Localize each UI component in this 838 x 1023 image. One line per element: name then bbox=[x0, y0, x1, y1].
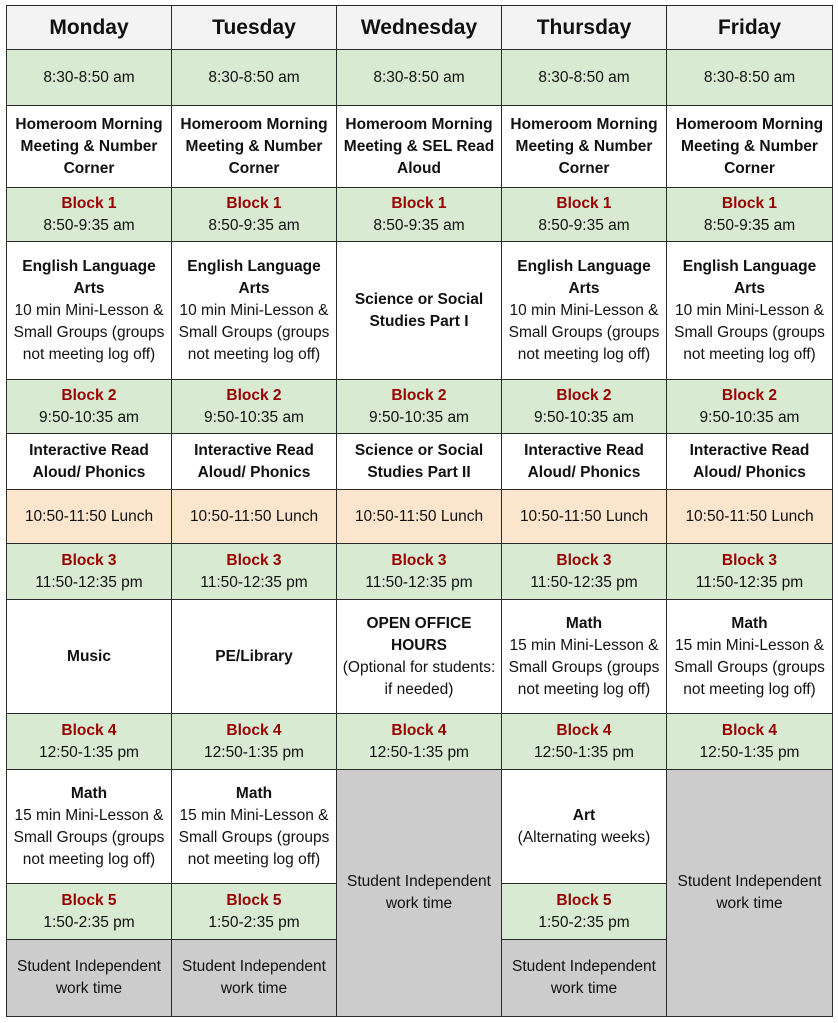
math-desc: 15 min Mini-Lesson & Small Groups (groups not meeting log off) bbox=[178, 806, 330, 868]
block-time: 9:50-10:35 am bbox=[369, 408, 469, 426]
block-time: 12:50-1:35 pm bbox=[204, 743, 304, 761]
block3-cell bbox=[7, 544, 172, 600]
block5-cell bbox=[172, 884, 337, 940]
office-hours-title: OPEN OFFICE HOURS bbox=[366, 614, 472, 654]
independent-work-cell: Student Independent work time bbox=[172, 940, 337, 1017]
block2-cell bbox=[337, 380, 502, 434]
read-aloud-cell: Interactive Read Aloud/ Phonics bbox=[172, 434, 337, 490]
homeroom-cell: Homeroom Morning Meeting & Number Corner bbox=[7, 106, 172, 188]
block-label: Block 4 bbox=[61, 721, 117, 739]
block1-cell bbox=[502, 188, 667, 242]
block2-activity-row bbox=[7, 434, 833, 490]
block-time: 1:50-2:35 pm bbox=[538, 913, 630, 931]
block-time: 8:50-9:35 am bbox=[703, 216, 796, 234]
block1-row bbox=[7, 188, 833, 242]
ela-cell bbox=[7, 242, 172, 380]
independent-work-cell: Student Independent work time bbox=[667, 770, 833, 1017]
homeroom-cell: Homeroom Morning Meeting & Number Corner bbox=[502, 106, 667, 188]
block-time: 12:50-1:35 pm bbox=[369, 743, 469, 761]
music-cell: Music bbox=[7, 600, 172, 714]
block-label: Block 3 bbox=[226, 551, 282, 569]
math-desc: 15 min Mini-Lesson & Small Groups (groups not meeting log off) bbox=[13, 806, 165, 868]
block-label: Block 4 bbox=[556, 721, 612, 739]
block-label: Block 2 bbox=[721, 386, 778, 404]
independent-work-cell: Student Independent work time bbox=[337, 770, 502, 1017]
homeroom-time-cell: 8:30-8:50 am bbox=[172, 50, 337, 106]
block-label: Block 2 bbox=[226, 386, 282, 404]
day-header-monday: Monday bbox=[7, 6, 172, 50]
block-time: 9:50-10:35 am bbox=[699, 408, 800, 426]
art-title: Art bbox=[572, 806, 596, 824]
block-label: Block 3 bbox=[391, 551, 447, 569]
ela-desc: 10 min Mini-Lesson & Small Groups (groups not meeting log off) bbox=[178, 301, 330, 363]
math-desc: 15 min Mini-Lesson & Small Groups (groups not meeting log off) bbox=[508, 636, 660, 698]
block-time: 12:50-1:35 pm bbox=[39, 743, 139, 761]
ela-desc: 10 min Mini-Lesson & Small Groups (groups not meeting log off) bbox=[674, 301, 825, 363]
homeroom-cell: Homeroom Morning Meeting & SEL Read Aloud bbox=[337, 106, 502, 188]
lunch-cell: 10:50-11:50 Lunch bbox=[7, 490, 172, 544]
ela-title: English Language Arts bbox=[22, 257, 156, 297]
block1-activity-row bbox=[7, 242, 833, 380]
block3-cell bbox=[172, 544, 337, 600]
ela-cell bbox=[502, 242, 667, 380]
block4-activity-row bbox=[7, 770, 833, 884]
block-time: 8:50-9:35 am bbox=[373, 216, 465, 234]
block-label: Block 5 bbox=[556, 891, 612, 909]
ela-desc: 10 min Mini-Lesson & Small Groups (groups not meeting log off) bbox=[508, 301, 660, 363]
science-part1-cell: Science or Social Studies Part I bbox=[337, 242, 502, 380]
block-label: Block 2 bbox=[391, 386, 447, 404]
math-desc: 15 min Mini-Lesson & Small Groups (groups not meeting log off) bbox=[674, 636, 825, 698]
block-time: 11:50-12:35 pm bbox=[365, 573, 473, 591]
ela-desc: 10 min Mini-Lesson & Small Groups (groups not meeting log off) bbox=[13, 301, 165, 363]
day-header-thursday: Thursday bbox=[502, 6, 667, 50]
block-label: Block 3 bbox=[556, 551, 612, 569]
lunch-cell: 10:50-11:50 Lunch bbox=[667, 490, 833, 544]
homeroom-cell: Homeroom Morning Meeting & Number Corner bbox=[667, 106, 833, 188]
block2-row bbox=[7, 380, 833, 434]
day-header-friday: Friday bbox=[667, 6, 833, 50]
math-cell bbox=[667, 600, 833, 714]
ela-cell bbox=[172, 242, 337, 380]
art-desc: (Alternating weeks) bbox=[517, 828, 651, 846]
block-label: Block 1 bbox=[61, 194, 117, 212]
block5-cell bbox=[502, 884, 667, 940]
homeroom-time-cell: 8:30-8:50 am bbox=[7, 50, 172, 106]
block1-cell bbox=[172, 188, 337, 242]
block-label: Block 2 bbox=[556, 386, 612, 404]
block2-cell bbox=[502, 380, 667, 434]
lunch-row bbox=[7, 490, 833, 544]
block-time: 1:50-2:35 pm bbox=[43, 913, 135, 931]
block-time: 12:50-1:35 pm bbox=[534, 743, 634, 761]
block-label: Block 1 bbox=[226, 194, 282, 212]
ela-title: English Language Arts bbox=[682, 257, 817, 297]
block-time: 9:50-10:35 am bbox=[39, 408, 139, 426]
block1-cell bbox=[667, 188, 833, 242]
lunch-cell: 10:50-11:50 Lunch bbox=[502, 490, 667, 544]
homeroom-time-cell: 8:30-8:50 am bbox=[337, 50, 502, 106]
block2-cell bbox=[7, 380, 172, 434]
homeroom-time-cell: 8:30-8:50 am bbox=[667, 50, 833, 106]
math-cell bbox=[502, 600, 667, 714]
block-time: 11:50-12:35 pm bbox=[200, 573, 308, 591]
block4-cell bbox=[7, 714, 172, 770]
block-label: Block 4 bbox=[391, 721, 447, 739]
block5-cell bbox=[7, 884, 172, 940]
block4-cell bbox=[667, 714, 833, 770]
day-header-tuesday: Tuesday bbox=[172, 6, 337, 50]
homeroom-cell: Homeroom Morning Meeting & Number Corner bbox=[172, 106, 337, 188]
block-label: Block 5 bbox=[226, 891, 282, 909]
office-hours-cell bbox=[337, 600, 502, 714]
block4-cell bbox=[337, 714, 502, 770]
science-part2-cell: Science or Social Studies Part II bbox=[337, 434, 502, 490]
lunch-cell: 10:50-11:50 Lunch bbox=[337, 490, 502, 544]
block-time: 11:50-12:35 pm bbox=[530, 573, 638, 591]
math-cell bbox=[172, 770, 337, 884]
block4-cell bbox=[172, 714, 337, 770]
block-time: 8:50-9:35 am bbox=[208, 216, 300, 234]
block2-cell bbox=[667, 380, 833, 434]
homeroom-time-row bbox=[7, 50, 833, 106]
math-title: Math bbox=[235, 784, 273, 802]
block3-activity-row bbox=[7, 600, 833, 714]
math-cell bbox=[7, 770, 172, 884]
independent-work-cell: Student Independent work time bbox=[502, 940, 667, 1017]
read-aloud-cell: Interactive Read Aloud/ Phonics bbox=[667, 434, 833, 490]
block-time: 8:50-9:35 am bbox=[538, 216, 630, 234]
block4-row bbox=[7, 714, 833, 770]
block-label: Block 1 bbox=[391, 194, 447, 212]
lunch-cell: 10:50-11:50 Lunch bbox=[172, 490, 337, 544]
block1-cell bbox=[337, 188, 502, 242]
block-time: 8:50-9:35 am bbox=[43, 216, 135, 234]
block3-cell bbox=[502, 544, 667, 600]
ela-title: English Language Arts bbox=[517, 257, 651, 297]
office-hours-desc: (Optional for students: if needed) bbox=[342, 658, 496, 698]
block-time: 9:50-10:35 am bbox=[204, 408, 304, 426]
read-aloud-cell: Interactive Read Aloud/ Phonics bbox=[502, 434, 667, 490]
math-title: Math bbox=[565, 614, 603, 632]
header-row bbox=[7, 6, 833, 50]
block-time: 11:50-12:35 pm bbox=[695, 573, 804, 591]
block-label: Block 3 bbox=[61, 551, 117, 569]
math-title: Math bbox=[70, 784, 108, 802]
homeroom-time-cell: 8:30-8:50 am bbox=[502, 50, 667, 106]
block-label: Block 1 bbox=[556, 194, 612, 212]
block-time: 12:50-1:35 pm bbox=[699, 743, 800, 761]
block3-cell bbox=[337, 544, 502, 600]
block-label: Block 5 bbox=[61, 891, 117, 909]
block-label: Block 4 bbox=[721, 721, 778, 739]
block3-cell bbox=[667, 544, 833, 600]
block3-row bbox=[7, 544, 833, 600]
block-time: 9:50-10:35 am bbox=[534, 408, 634, 426]
block-label: Block 4 bbox=[226, 721, 282, 739]
ela-cell bbox=[667, 242, 833, 380]
ela-title: English Language Arts bbox=[187, 257, 321, 297]
block-label: Block 1 bbox=[721, 194, 778, 212]
block-time: 11:50-12:35 pm bbox=[35, 573, 143, 591]
block-label: Block 2 bbox=[61, 386, 117, 404]
art-cell bbox=[502, 770, 667, 884]
pe-library-cell: PE/Library bbox=[172, 600, 337, 714]
block2-cell bbox=[172, 380, 337, 434]
weekly-schedule-table bbox=[6, 5, 833, 1017]
block1-cell bbox=[7, 188, 172, 242]
day-header-wednesday: Wednesday bbox=[337, 6, 502, 50]
homeroom-row bbox=[7, 106, 833, 188]
block4-cell bbox=[502, 714, 667, 770]
block-label: Block 3 bbox=[721, 551, 778, 569]
read-aloud-cell: Interactive Read Aloud/ Phonics bbox=[7, 434, 172, 490]
independent-work-cell: Student Independent work time bbox=[7, 940, 172, 1017]
math-title: Math bbox=[731, 614, 768, 632]
block-time: 1:50-2:35 pm bbox=[208, 913, 300, 931]
